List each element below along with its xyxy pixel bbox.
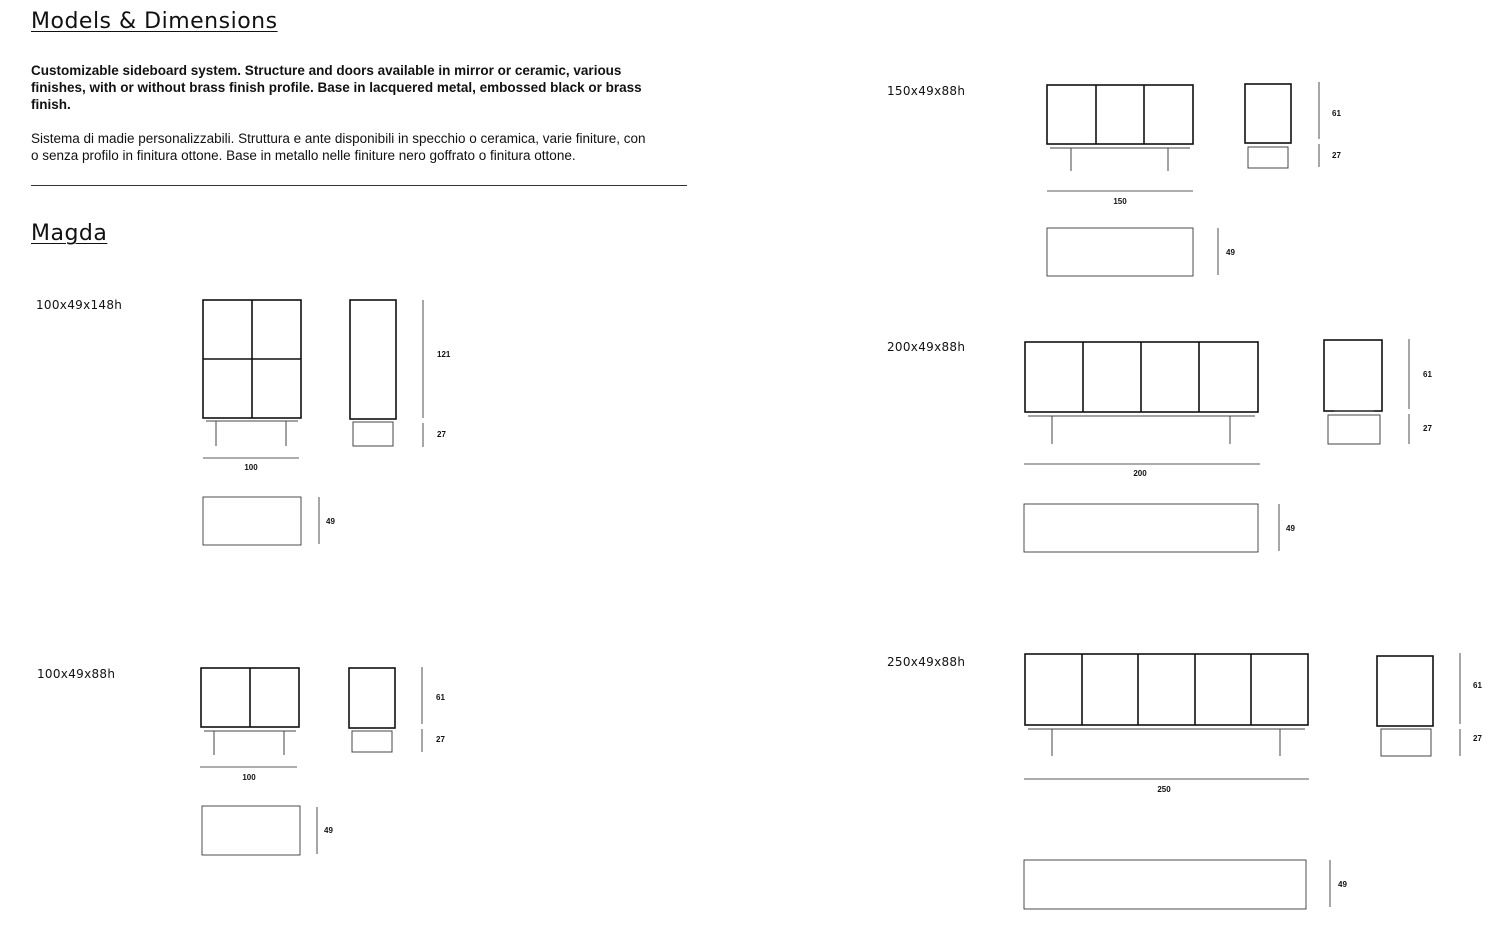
model-label-250x49x88h: 250x49x88h bbox=[887, 655, 966, 669]
base-height-dimension: 27 bbox=[436, 735, 445, 744]
body-height-dimension: 61 bbox=[436, 693, 445, 702]
depth-dimension: 49 bbox=[1338, 880, 1347, 889]
width-dimension: 100 bbox=[244, 463, 258, 472]
model-label-150x49x88h: 150x49x88h bbox=[887, 84, 966, 98]
base-height-dimension: 27 bbox=[1332, 151, 1341, 160]
depth-dimension: 49 bbox=[324, 826, 333, 835]
model-label-100x49x148h: 100x49x148h bbox=[36, 298, 123, 312]
base-height-dimension: 27 bbox=[1423, 424, 1432, 433]
model-label-200x49x88h: 200x49x88h bbox=[887, 340, 966, 354]
base-height-dimension: 27 bbox=[437, 430, 446, 439]
description-italian: Sistema di madie personalizzabili. Struttura e ante disponibili in specchio o ceramica, varie finiture, con o senza profilo in finitura ottone. Base in metallo nelle finiture nero goffrato o finitura ottone. bbox=[31, 131, 646, 163]
depth-dimension: 49 bbox=[326, 517, 335, 526]
body-height-dimension: 61 bbox=[1473, 681, 1482, 690]
width-dimension: 200 bbox=[1133, 469, 1147, 478]
body-height-dimension: 121 bbox=[437, 350, 451, 359]
depth-dimension: 49 bbox=[1226, 248, 1235, 257]
front-view bbox=[1024, 654, 1309, 794]
width-dimension: 150 bbox=[1113, 197, 1127, 206]
page-title: Models & Dimensions bbox=[31, 9, 278, 34]
width-dimension: 250 bbox=[1157, 785, 1171, 794]
collection-title: Magda bbox=[31, 221, 108, 246]
base-height-dimension: 27 bbox=[1473, 734, 1482, 743]
model-label-100x49x88h: 100x49x88h bbox=[37, 667, 116, 681]
body-height-dimension: 61 bbox=[1423, 370, 1432, 379]
description-english: Customizable sideboard system. Structure and doors available in mirror or ceramic, various finishes, with or without brass finish profile. Base in lacquered metal, embossed black or brass finish. bbox=[31, 63, 642, 112]
width-dimension: 100 bbox=[242, 773, 256, 782]
body-height-dimension: 61 bbox=[1332, 109, 1341, 118]
depth-dimension: 49 bbox=[1286, 524, 1295, 533]
top-view bbox=[1024, 860, 1347, 909]
side-view bbox=[1377, 653, 1482, 756]
